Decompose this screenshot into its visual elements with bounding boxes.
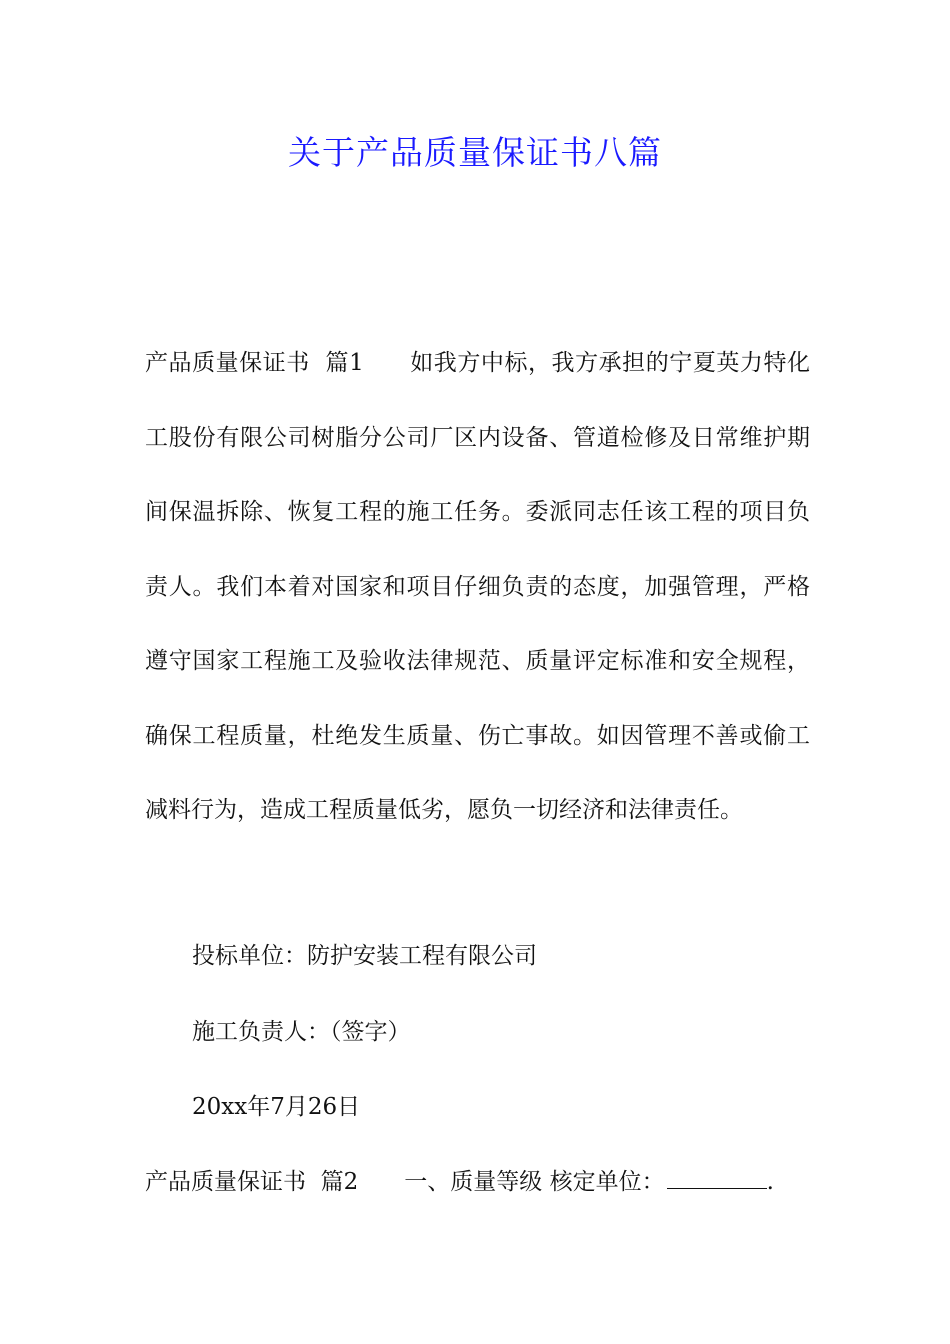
- document-title: 关于产品质量保证书八篇: [288, 133, 662, 172]
- date-line: 20xx年7月26日: [192, 1094, 361, 1120]
- section-1-paragraph: [145, 326, 810, 848]
- section-2-heading: 产品质量保证书 篇2: [145, 1169, 359, 1195]
- section-1-body: 如我方中标，我方承担的宁夏英力特化工股份有限公司树脂分公司厂区内设备、管道检修及日常维护期间保温拆除、恢复工程的施工任务。委派同志任该工程的项目负责人。我们本着对国家和项目仔细负责的态度，加强管理，严格遵守国家工程施工及验收法律规范、质量评定标准和安全规程，确保工程质量，杜绝发生质量、伤亡事故。如因管理不善或偷工减料行为，造成工程质量低劣，愿负一切经济和法律责任。: [145, 350, 810, 823]
- section-2-trail: .: [766, 1169, 774, 1195]
- manager-signature-line: 施工负责人：（签字）: [192, 1019, 411, 1045]
- fill-in-blank: [667, 1166, 767, 1189]
- section-2-item: 一、质量等级 核定单位：: [404, 1169, 665, 1195]
- section-2-line: [145, 1162, 825, 1202]
- bidder-line: 投标单位：防护安装工程有限公司: [192, 943, 537, 969]
- section-1-heading: 产品质量保证书 篇1: [145, 350, 364, 376]
